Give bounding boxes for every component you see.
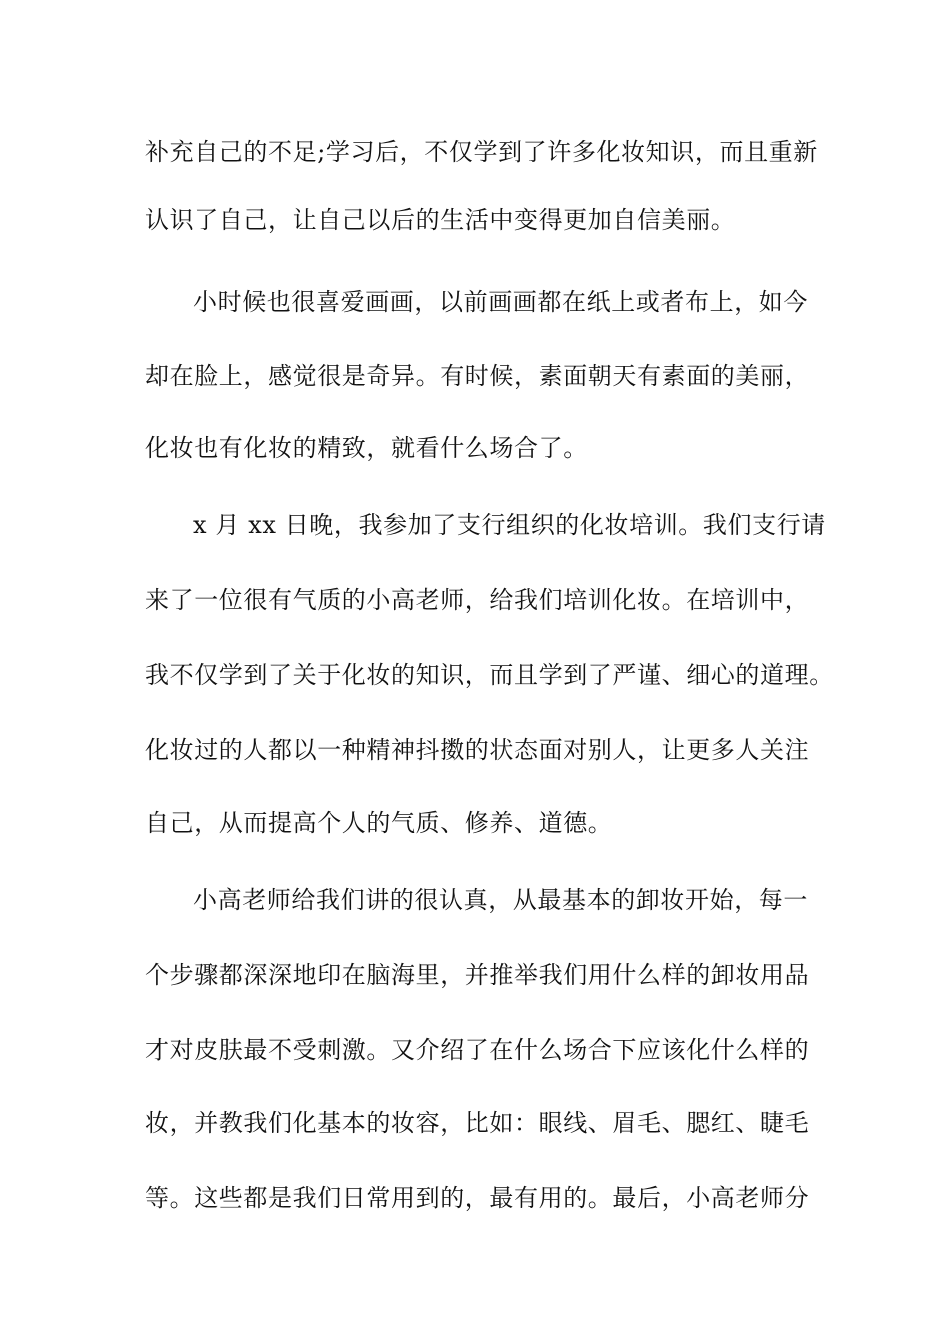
- text-line: 却在脸上，感觉很是奇异。有时候，素面朝天有素面的美丽，: [145, 362, 810, 390]
- text-line: 化妆过的人都以一种精神抖擞的状态面对别人，让更多人关注: [145, 736, 810, 764]
- text-line: 来了一位很有气质的小高老师，给我们培训化妆。在培训中，: [145, 586, 810, 614]
- text-line: 补充自己的不足;学习后，不仅学到了许多化妆知识，而且重新: [145, 138, 818, 166]
- paragraph-first-line: 小高老师给我们讲的很认真，从最基本的卸妆开始，每一: [193, 886, 808, 914]
- text-line: 自己，从而提高个人的气质、修养、道德。: [145, 809, 613, 837]
- paragraph-first-line: 小时候也很喜爱画画，以前画画都在纸上或者布上，如今: [193, 288, 808, 316]
- text-line: 我不仅学到了关于化妆的知识，而且学到了严谨、细心的道理。: [145, 661, 834, 689]
- text-line: 妆，并教我们化基本的妆容，比如：眼线、眉毛、腮红、睫毛: [145, 1109, 810, 1137]
- text-line: 认识了自己，让自己以后的生活中变得更加自信美丽。: [145, 206, 736, 234]
- paragraph-first-line: x 月 xx 日晚，我参加了支行组织的化妆培训。我们支行请: [193, 511, 826, 539]
- text-line: 个步骤都深深地印在脑海里，并推举我们用什么样的卸妆用品: [145, 961, 810, 989]
- text-line: 等。这些都是我们日常用到的，最有用的。最后，小高老师分: [145, 1184, 810, 1212]
- text-line: 才对皮肤最不受刺激。又介绍了在什么场合下应该化什么样的: [145, 1036, 810, 1064]
- text-line: 化妆也有化妆的精致，就看什么场合了。: [145, 434, 588, 462]
